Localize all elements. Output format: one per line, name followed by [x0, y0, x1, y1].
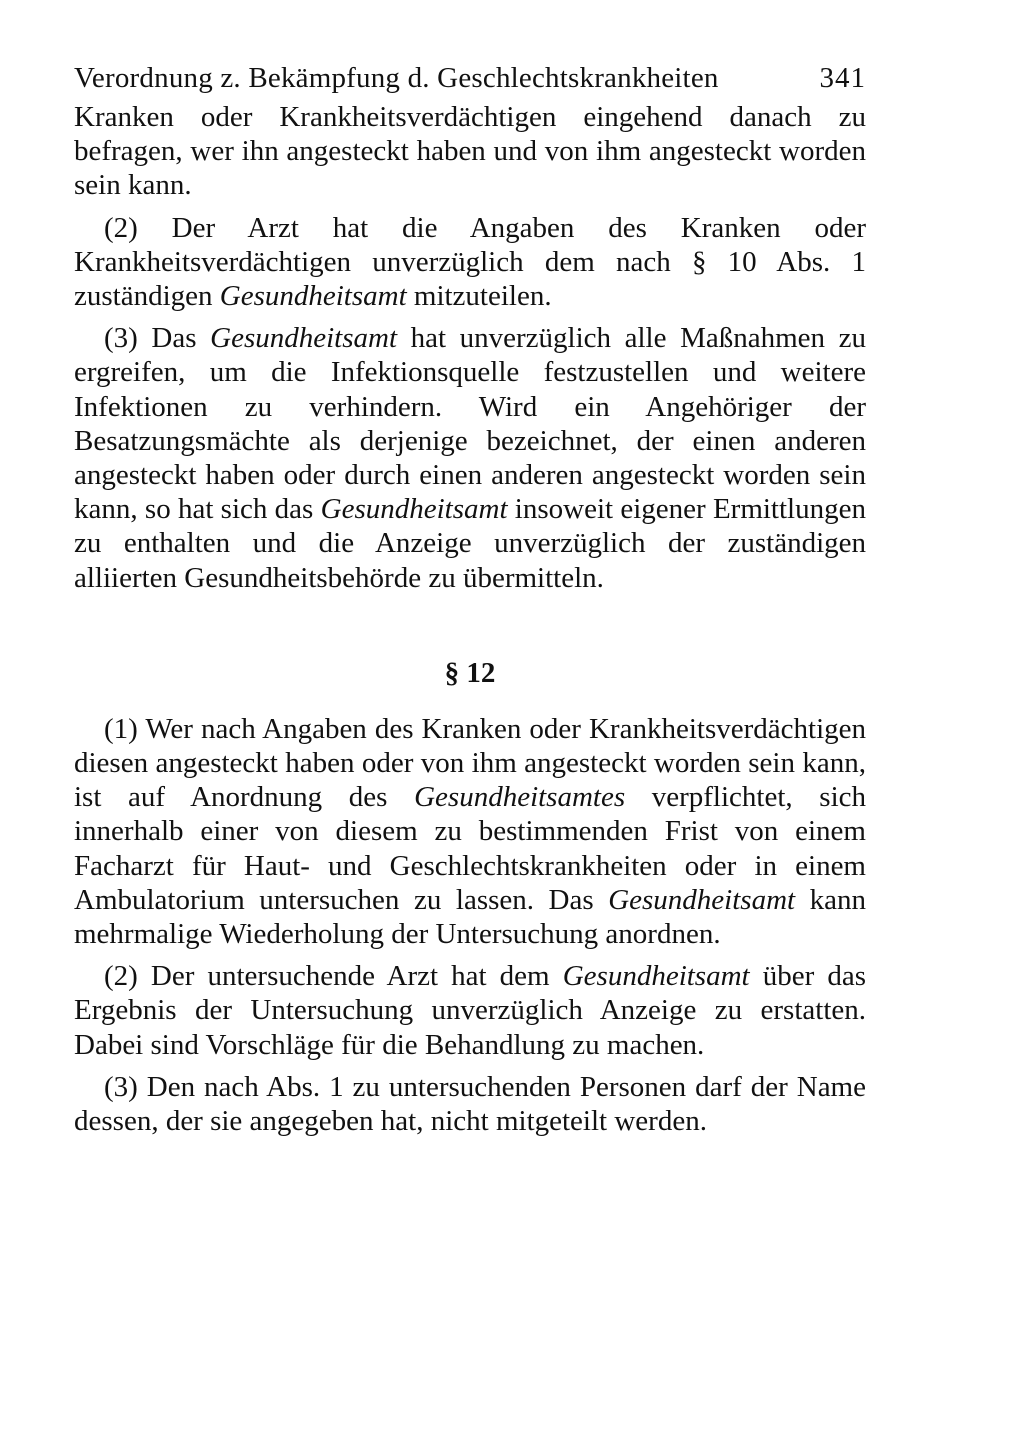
paragraph-text: mitzuteilen. — [406, 280, 552, 313]
running-title: Verordnung z. Bekämpfung d. Geschlechtskrankheiten — [74, 62, 719, 94]
emphasized-term: Gesundheitsamt — [219, 280, 407, 313]
emphasized-term: Gesundheitsamt — [210, 322, 397, 355]
paragraph-text: hat unverzüglich alle Maßnahmen zu ergreifen, um die Infektionsquelle festzustellen und weitere Infektionen zu verhindern. Wird ein Angehöriger der Besatzungsmächte als derjenige bezeichnet, der einen anderen angesteckt haben oder durch einen anderen angesteckt worden sein kann, so hat sich das — [74, 322, 866, 526]
paragraph-11-2 — [74, 211, 866, 314]
emphasized-term: Gesundheitsamtes — [414, 781, 626, 814]
paragraph-text: (2) Der Arzt hat die Angaben des Kranken oder Krankheitsverdächtigen unverzüglich dem nach § 10 Abs. 1 zuständigen — [74, 211, 866, 313]
emphasized-term: Gesundheitsamt — [320, 493, 508, 526]
section-12-body — [74, 712, 866, 1138]
paragraph-continued: Kranken oder Krankheitsverdächtigen eingehend danach zu befragen, wer ihn angesteckt haben und von ihm angesteckt worden sein kann. — [74, 101, 866, 202]
paragraph-text: über das Ergebnis der Untersuchung unverzüglich Anzeige zu erstatten. Dabei sind Vorschläge für die Behandlung zu machen. — [74, 960, 866, 1061]
paragraph-11-3 — [74, 321, 866, 595]
paragraph-text: verpflichtet, sich innerhalb einer von diesem zu bestimmenden Frist von einem Facharzt für Haut- und Geschlechtskrankheiten oder in einem Ambulatorium untersuchen zu lassen. Das — [74, 781, 866, 916]
paragraph-text: (2) Der untersuchende Arzt hat dem — [104, 960, 563, 993]
paragraph-12-2 — [74, 959, 866, 1062]
book-page — [74, 60, 866, 1138]
paragraph-text: kann mehrmalige Wiederholung der Untersuchung anordnen. — [74, 883, 866, 951]
running-header — [74, 60, 866, 96]
emphasized-term: Gesundheitsamt — [562, 960, 750, 993]
paragraph-12-1 — [74, 712, 866, 951]
paragraph-text: (3) Das — [104, 322, 211, 355]
section-heading-12: § 12 — [444, 656, 496, 689]
paragraph-text: insoweit eigener Ermittlungen zu enthalten und die Anzeige unverzüglich der zuständigen alliierten Gesundheitsbehörde zu übermitteln. — [74, 493, 866, 594]
paragraph-12-3: (3) Den nach Abs. 1 zu untersuchenden Personen darf der Name dessen, der sie angegeben hat, nicht mitgeteilt werden. — [74, 1070, 866, 1138]
page-number: 341 — [819, 62, 866, 94]
section-11-continuation — [74, 100, 866, 595]
emphasized-term: Gesundheitsamt — [608, 883, 796, 916]
paragraph-text: (1) Wer nach Angaben des Kranken oder Krankheitsverdächtigen diesen angesteckt haben oder von ihm angesteckt worden sein kann, ist auf Anordnung des — [74, 712, 866, 814]
